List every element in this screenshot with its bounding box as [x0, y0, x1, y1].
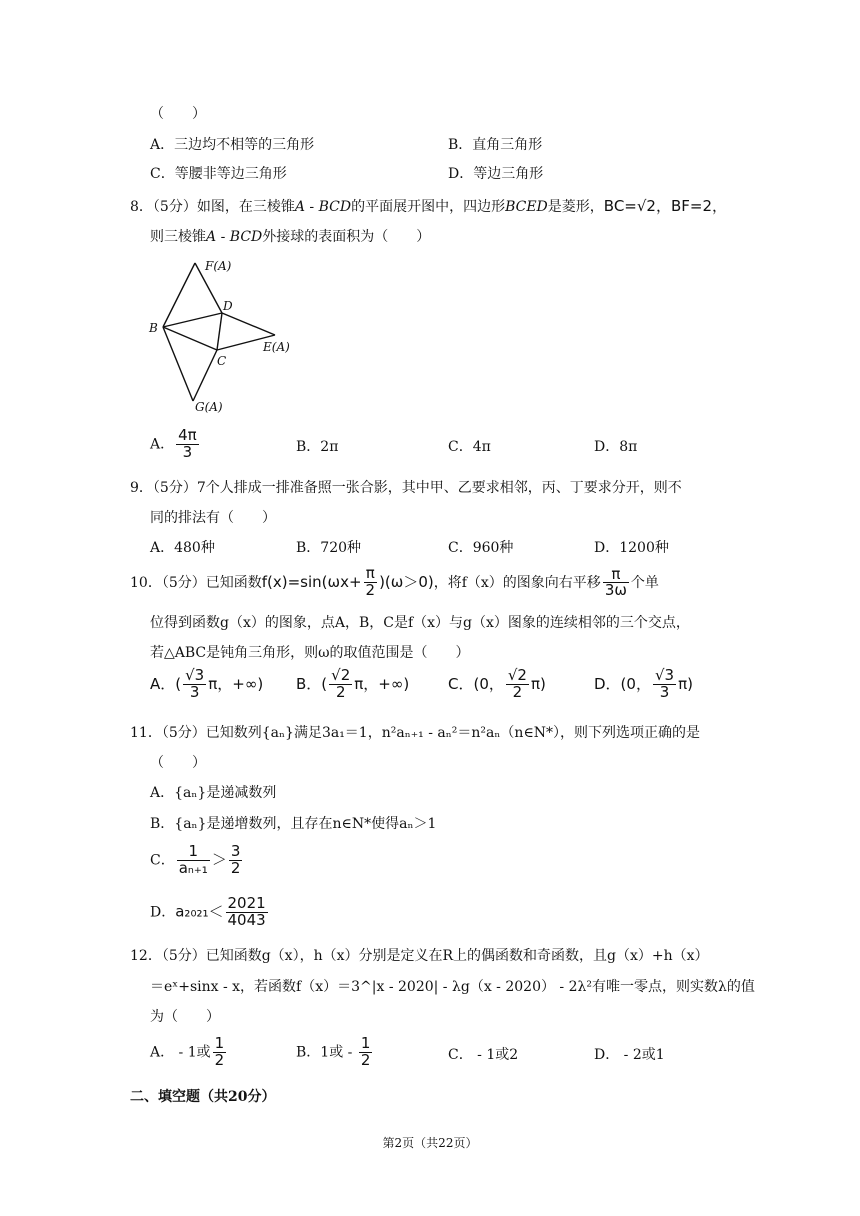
q12-option-a-num: 1: [214, 1034, 225, 1052]
q11-option-d-den: 4043: [227, 910, 266, 929]
page-footer: 第2页（共22页）: [382, 1136, 478, 1150]
fig-label-f: F(A): [205, 259, 232, 273]
fig-label-e: E(A): [263, 340, 290, 354]
section-heading: 二、填空题（共20分）: [130, 1089, 276, 1105]
q12-option-a-den: 2: [214, 1050, 225, 1069]
q10-option-a-post: π，+∞): [208, 674, 264, 693]
q9-line2: 同的排法有（ ）: [150, 510, 276, 526]
q10-option-b-frac: [329, 668, 352, 701]
q8-figure: [145, 255, 315, 415]
q12-option-b-frac: [359, 1036, 373, 1069]
q7-option-c: C．等腰非等边三角形: [150, 166, 287, 182]
q9-option-b: B．720种: [296, 540, 362, 556]
q10-option-c-post: π): [530, 674, 546, 693]
q10-option-d-num: √3: [654, 666, 675, 684]
q8-option-d: D．8π: [594, 439, 638, 455]
q10-shift-num: π: [603, 567, 629, 584]
q8-bc-bf: BC=√2，BF=2，: [603, 197, 727, 215]
q10-shift-den: 3ω: [604, 581, 627, 600]
q8-option-a-num: 4π: [178, 426, 197, 444]
q9-line1: 9．（5分）7个人排成一排准备照一张合影，其中甲、乙要求相邻，丙、丁要求分开，则不: [130, 480, 682, 496]
q11-option-d-num: 2021: [227, 894, 266, 912]
fig-label-b: B: [149, 321, 158, 335]
q10-text-c: f（x）的图象向右平移: [461, 574, 601, 591]
q12-option-b: [296, 1036, 374, 1069]
q10-func-pre: f(x)=sin(ωx+: [261, 572, 362, 591]
q10-option-d-frac: [653, 668, 676, 701]
q11-option-b: B．{aₙ}是递增数列，且存在n∈N*使得aₙ＞1: [150, 816, 437, 832]
q8-text-b: 的平面展开图中，四边形: [351, 199, 506, 215]
q10-func-den: 2: [365, 580, 376, 599]
q7-option-b: B．直角三角形: [448, 137, 543, 153]
fig-label-d: D: [223, 299, 233, 313]
q10-func-frac: [364, 566, 378, 599]
q10-option-d-den: 3: [659, 682, 670, 701]
q10-func-post: )(ω＞0): [379, 572, 434, 591]
q10-option-b-num: √2: [331, 666, 351, 684]
q11-option-d-lhs: a₂₀₂₁: [175, 902, 209, 921]
q10-shift-frac: [603, 564, 629, 600]
q10-func-num: π: [364, 566, 378, 583]
q10-line1: [130, 566, 659, 599]
q8-line1: [130, 195, 727, 216]
q8-option-a-den: 3: [182, 442, 193, 461]
q9-option-a: A．480种: [150, 540, 215, 556]
q10-option-a-frac: [183, 668, 206, 701]
fig-label-g: G(A): [195, 400, 223, 414]
q10-option-c: [448, 668, 546, 701]
q9-option-d: D．1200种: [594, 540, 669, 556]
q8-dash: -: [304, 199, 319, 215]
q11-option-d-prefix: D．: [150, 904, 176, 921]
q10-option-c-num: √2: [507, 666, 527, 684]
q11-option-d-rel: ＜: [208, 902, 224, 921]
q12-option-a-pre: A． - 1或: [150, 1044, 211, 1061]
q8-dash2: -: [216, 229, 230, 245]
q8-line2-b: 外接球的表面积为（ ）: [262, 229, 431, 245]
q8-line2: [150, 226, 430, 246]
q10-option-c-frac: [506, 668, 529, 701]
q12-line2: ＝eˣ+sinx - x，若函数f（x）＝3^|x - 2020| - λg（x - 2020） - 2λ²有唯一零点，则实数λ的值: [150, 979, 755, 995]
q12-line1: 12．（5分）已知函数g（x），h（x）分别是定义在R上的偶函数和奇函数，且g（x）+h（x）: [130, 948, 709, 964]
q8-text-a: 8．（5分）如图，在三棱锥: [130, 199, 295, 215]
q12-option-b-num: 1: [360, 1034, 371, 1052]
q12-option-a-frac: [213, 1036, 227, 1069]
q10-option-a-pre: A．(: [150, 674, 182, 693]
q10-option-d-post: π): [678, 674, 693, 693]
q11-line1: 11．（5分）已知数列{aₙ}满足3a₁＝1，n²aₙ₊₁ - aₙ²＝n²aₙ（n∈N*），则下列选项正确的是: [130, 725, 701, 741]
q11-option-c-num: 1: [177, 844, 210, 861]
q11-option-c-rnum: 3: [230, 842, 241, 860]
q11-option-c-den: aₙ₊₁: [178, 858, 208, 877]
q8-var-bced: BCED: [505, 199, 548, 215]
q10-text-a: 10．（5分）已知函数: [130, 574, 262, 591]
q8-option-c: C．4π: [448, 439, 491, 455]
q7-blank: （ ）: [150, 106, 206, 122]
q8-option-b: B．2π: [296, 439, 339, 455]
q10-line2: 位得到函数g（x）的图象，点A，B，C是f（x）与g（x）图象的连续相邻的三个交点，: [150, 615, 690, 631]
q10-text-d: 个单: [630, 574, 659, 591]
q10-option-d-pre: D．(0，: [594, 674, 651, 693]
q8-var-a2: A: [206, 229, 217, 245]
q10-option-b-post: π，+∞): [354, 674, 410, 693]
q8-text-c: 是菱形，: [547, 199, 604, 215]
q12-option-c: C． - 1或2: [448, 1047, 519, 1063]
q10-option-b-pre: B．(: [296, 674, 328, 693]
q10-option-b: [296, 668, 409, 701]
q8-option-a-prefix: A．: [150, 436, 175, 453]
q10-option-d: [594, 668, 693, 701]
q8-option-a-fraction: [176, 428, 199, 461]
q8-var-bcd: BCD: [318, 199, 352, 215]
q11-option-c-prefix: C．: [150, 852, 175, 869]
q8-var-bcd2: BCD: [229, 229, 263, 245]
q11-option-c-rel: ＞: [211, 850, 227, 869]
q12-option-b-pre: B．1或 -: [296, 1044, 357, 1061]
q12-option-b-den: 2: [360, 1050, 371, 1069]
q10-option-c-pre: C．(0，: [448, 674, 504, 693]
q10-option-a: [150, 668, 263, 701]
q11-option-c-frac: [177, 844, 210, 877]
q11-option-c-rfrac: [229, 844, 243, 877]
q10-option-a-den: 3: [189, 682, 200, 701]
q8-option-a: [150, 428, 201, 461]
q10-line3: 若△ABC是钝角三角形，则ω的取值范围是（ ）: [150, 645, 470, 661]
q11-line2: （ ）: [150, 755, 206, 771]
q10-option-a-num: √3: [185, 666, 205, 684]
q11-option-d: [150, 896, 270, 929]
q11-option-d-frac: [226, 896, 268, 929]
q10-option-b-den: 2: [335, 682, 346, 701]
q7-option-a: A．三边均不相等的三角形: [150, 137, 315, 153]
q8-var-a: A: [294, 199, 305, 215]
q7-option-d: D．等边三角形: [448, 166, 544, 182]
q11-option-c-rden: 2: [230, 858, 241, 877]
q12-line3: 为（ ）: [150, 1009, 220, 1025]
q12-option-d: D． - 2或1: [594, 1047, 665, 1063]
q10-function: [261, 564, 434, 599]
q8-line2-a: 则三棱锥: [150, 229, 206, 245]
q10-text-b: ，将: [433, 574, 462, 591]
fig-label-c: C: [217, 354, 227, 368]
q11-option-a: A．{aₙ}是递减数列: [150, 785, 277, 801]
q11-option-c: [150, 844, 244, 877]
q9-option-c: C．960种: [448, 540, 514, 556]
q12-option-a: [150, 1036, 228, 1069]
q10-option-c-den: 2: [512, 682, 523, 701]
